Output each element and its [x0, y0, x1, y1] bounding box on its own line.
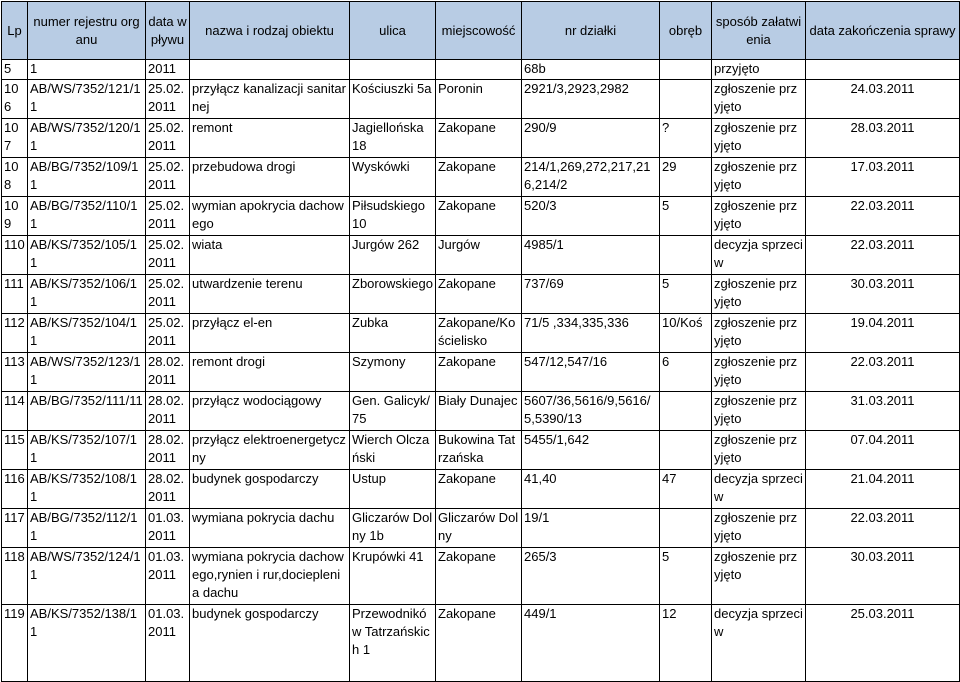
- table-row: [2, 314, 960, 353]
- cell-ulica: Jagiellońska 18: [350, 119, 436, 158]
- cell-obreb: 6: [660, 353, 712, 392]
- cell-data: 25.02.2011: [146, 80, 190, 119]
- cell-data: 25.02.2011: [146, 275, 190, 314]
- cell-numer: AB/BG/7352/109/11: [28, 158, 146, 197]
- table-row: [2, 392, 960, 431]
- cell-data-zak: [806, 60, 960, 80]
- cell-numer: AB/KS/7352/105/11: [28, 236, 146, 275]
- cell-miejscowosc: Jurgów: [436, 236, 522, 275]
- cell-ulica: Ustup: [350, 470, 436, 509]
- cell-data: 28.02.2011: [146, 392, 190, 431]
- cell-ulica: Jurgów 262: [350, 236, 436, 275]
- cell-ulica: Szymony: [350, 353, 436, 392]
- cell-miejscowosc: Biały Dunajec: [436, 392, 522, 431]
- cell-obreb: [660, 392, 712, 431]
- table-row: [2, 470, 960, 509]
- cell-miejscowosc: Zakopane/Kościelisko: [436, 314, 522, 353]
- cell-nazwa: przyłącz el-en: [190, 314, 350, 353]
- header-lp: Lp: [2, 2, 28, 60]
- cell-data: 01.03.2011: [146, 605, 190, 682]
- cell-miejscowosc: Zakopane: [436, 197, 522, 236]
- cell-lp: 115: [2, 431, 28, 470]
- cell-dzialka: 68b: [522, 60, 660, 80]
- cell-dzialka: 41,40: [522, 470, 660, 509]
- cell-sposob: zgłoszenie przyjęto: [712, 392, 806, 431]
- cell-obreb: [660, 431, 712, 470]
- cell-nazwa: przyłącz elektroenergetyczny: [190, 431, 350, 470]
- cell-nazwa: remont drogi: [190, 353, 350, 392]
- header-data-wplywu: data wpływu: [146, 2, 190, 60]
- header-ulica: ulica: [350, 2, 436, 60]
- cell-data: 25.02.2011: [146, 119, 190, 158]
- cell-data: 28.02.2011: [146, 470, 190, 509]
- cell-ulica: Kościuszki 5a: [350, 80, 436, 119]
- cell-obreb: 5: [660, 275, 712, 314]
- cell-nazwa: wymian apokrycia dachowego: [190, 197, 350, 236]
- cell-data-zak: 30.03.2011: [806, 548, 960, 605]
- cell-nazwa: wiata: [190, 236, 350, 275]
- cell-miejscowosc: Poronin: [436, 80, 522, 119]
- cell-dzialka: 547/12,547/16: [522, 353, 660, 392]
- cell-ulica: Zborowskiego: [350, 275, 436, 314]
- cell-data: 28.02.2011: [146, 431, 190, 470]
- cell-data-zak: 19.04.2011: [806, 314, 960, 353]
- cell-miejscowosc: [436, 60, 522, 80]
- cell-sposob: zgłoszenie przyjęto: [712, 314, 806, 353]
- cell-obreb: 5: [660, 548, 712, 605]
- header-data-zakonczenia: data zakończenia sprawy: [806, 2, 960, 60]
- cell-miejscowosc: Gliczarów Dolny: [436, 509, 522, 548]
- table-row: [2, 605, 960, 682]
- cell-sposob: przyjęto: [712, 60, 806, 80]
- cell-lp: 116: [2, 470, 28, 509]
- cell-data: 25.02.2011: [146, 197, 190, 236]
- cell-data-zak: 28.03.2011: [806, 119, 960, 158]
- cell-sposob: zgłoszenie przyjęto: [712, 548, 806, 605]
- header-nr-dzialki: nr działki: [522, 2, 660, 60]
- table-row: [2, 197, 960, 236]
- cell-lp: 118: [2, 548, 28, 605]
- cell-data-zak: 30.03.2011: [806, 275, 960, 314]
- cell-nazwa: przyłącz wodociągowy: [190, 392, 350, 431]
- table-row: [2, 119, 960, 158]
- cell-obreb: 10/Koś: [660, 314, 712, 353]
- cell-sposob: zgłoszenie przyjęto: [712, 353, 806, 392]
- cell-numer: 1: [28, 60, 146, 80]
- cell-miejscowosc: Zakopane: [436, 605, 522, 682]
- cell-data: 2011: [146, 60, 190, 80]
- cell-nazwa: przyłącz kanalizacji sanitarnej: [190, 80, 350, 119]
- cell-data: 25.02.2011: [146, 236, 190, 275]
- cell-ulica: Krupówki 41: [350, 548, 436, 605]
- cell-miejscowosc: Zakopane: [436, 119, 522, 158]
- cell-miejscowosc: Zakopane: [436, 548, 522, 605]
- cell-ulica: Przewodników Tatrzańskich 1: [350, 605, 436, 682]
- table-row: [2, 509, 960, 548]
- cell-lp: 5: [2, 60, 28, 80]
- cell-lp: 109: [2, 197, 28, 236]
- cell-obreb: [660, 509, 712, 548]
- cell-data-zak: 22.03.2011: [806, 353, 960, 392]
- table-row: [2, 158, 960, 197]
- cell-lp: 107: [2, 119, 28, 158]
- cell-numer: AB/WS/7352/124/11: [28, 548, 146, 605]
- cell-dzialka: 5607/36,5616/9,5616/5,5390/13: [522, 392, 660, 431]
- cell-miejscowosc: Zakopane: [436, 470, 522, 509]
- cell-numer: AB/KS/7352/138/11: [28, 605, 146, 682]
- cell-obreb: [660, 80, 712, 119]
- header-row: [2, 2, 960, 60]
- cell-lp: 112: [2, 314, 28, 353]
- cell-numer: AB/KS/7352/108/11: [28, 470, 146, 509]
- cell-ulica: Zubka: [350, 314, 436, 353]
- header-sposob: sposób załatwienia: [712, 2, 806, 60]
- header-numer: numer rejestru organu: [28, 2, 146, 60]
- cell-nazwa: wymiana pokrycia dachu: [190, 509, 350, 548]
- cell-data: 01.03.2011: [146, 548, 190, 605]
- cell-data-zak: 22.03.2011: [806, 509, 960, 548]
- cell-lp: 106: [2, 80, 28, 119]
- cell-nazwa: remont: [190, 119, 350, 158]
- cell-sposob: zgłoszenie przyjęto: [712, 197, 806, 236]
- cell-nazwa: budynek gospodarczy: [190, 605, 350, 682]
- cell-data-zak: 17.03.2011: [806, 158, 960, 197]
- cell-ulica: Gliczarów Dolny 1b: [350, 509, 436, 548]
- cell-nazwa: utwardzenie terenu: [190, 275, 350, 314]
- cell-lp: 119: [2, 605, 28, 682]
- cell-miejscowosc: Bukowina Tatrzańska: [436, 431, 522, 470]
- cell-obreb: [660, 60, 712, 80]
- cell-numer: AB/WS/7352/120/11: [28, 119, 146, 158]
- cell-lp: 117: [2, 509, 28, 548]
- cell-obreb: 5: [660, 197, 712, 236]
- table-row: [2, 275, 960, 314]
- cell-numer: AB/BG/7352/112/11: [28, 509, 146, 548]
- cell-numer: AB/WS/7352/123/11: [28, 353, 146, 392]
- cell-dzialka: 520/3: [522, 197, 660, 236]
- cell-sposob: decyzja sprzeciw: [712, 236, 806, 275]
- cell-sposob: zgłoszenie przyjęto: [712, 80, 806, 119]
- cell-ulica: [350, 60, 436, 80]
- cell-data-zak: 25.03.2011: [806, 605, 960, 682]
- cell-dzialka: 214/1,269,272,217,216,214/2: [522, 158, 660, 197]
- cell-miejscowosc: Zakopane: [436, 158, 522, 197]
- cell-data: 01.03.2011: [146, 509, 190, 548]
- cell-lp: 114: [2, 392, 28, 431]
- cell-lp: 110: [2, 236, 28, 275]
- cell-miejscowosc: Zakopane: [436, 353, 522, 392]
- cell-ulica: Wierch Olczański: [350, 431, 436, 470]
- table-row: [2, 431, 960, 470]
- cell-sposob: decyzja sprzeciw: [712, 470, 806, 509]
- header-miejscowosc: miejscowość: [436, 2, 522, 60]
- cell-miejscowosc: Zakopane: [436, 275, 522, 314]
- cell-lp: 108: [2, 158, 28, 197]
- table-row: [2, 353, 960, 392]
- cell-sposob: zgłoszenie przyjęto: [712, 158, 806, 197]
- cell-sposob: zgłoszenie przyjęto: [712, 275, 806, 314]
- cell-nazwa: wymiana pokrycia dachowego,rynien i rur,docieplenia dachu: [190, 548, 350, 605]
- cell-lp: 113: [2, 353, 28, 392]
- cell-numer: AB/BG/7352/110/11: [28, 197, 146, 236]
- table-row: [2, 548, 960, 605]
- cell-obreb: ?: [660, 119, 712, 158]
- cell-ulica: Gen. Galicyk/75: [350, 392, 436, 431]
- header-obreb: obręb: [660, 2, 712, 60]
- cell-dzialka: 4985/1: [522, 236, 660, 275]
- cell-dzialka: 71/5 ,334,335,336: [522, 314, 660, 353]
- cell-ulica: Wyskówki: [350, 158, 436, 197]
- cell-data-zak: 07.04.2011: [806, 431, 960, 470]
- cell-obreb: 47: [660, 470, 712, 509]
- cell-data-zak: 22.03.2011: [806, 197, 960, 236]
- cell-numer: AB/KS/7352/106/11: [28, 275, 146, 314]
- cell-numer: AB/WS/7352/121/11: [28, 80, 146, 119]
- cell-data-zak: 22.03.2011: [806, 236, 960, 275]
- cell-data: 25.02.2011: [146, 314, 190, 353]
- cell-data-zak: 24.03.2011: [806, 80, 960, 119]
- cell-dzialka: 449/1: [522, 605, 660, 682]
- cell-numer: AB/BG/7352/111/11: [28, 392, 146, 431]
- cell-ulica: Piłsudskiego 10: [350, 197, 436, 236]
- cell-data-zak: 21.04.2011: [806, 470, 960, 509]
- register-table: [1, 1, 960, 682]
- cell-nazwa: [190, 60, 350, 80]
- cell-sposob: zgłoszenie przyjęto: [712, 509, 806, 548]
- cell-nazwa: budynek gospodarczy: [190, 470, 350, 509]
- cell-lp: 111: [2, 275, 28, 314]
- table-row: [2, 236, 960, 275]
- cell-dzialka: 290/9: [522, 119, 660, 158]
- cell-nazwa: przebudowa drogi: [190, 158, 350, 197]
- cell-dzialka: 5455/1,642: [522, 431, 660, 470]
- cell-numer: AB/KS/7352/107/11: [28, 431, 146, 470]
- cell-dzialka: 737/69: [522, 275, 660, 314]
- cell-dzialka: 2921/3,2923,2982: [522, 80, 660, 119]
- cell-dzialka: 19/1: [522, 509, 660, 548]
- header-nazwa: nazwa i rodzaj obiektu: [190, 2, 350, 60]
- cell-sposob: decyzja sprzeciw: [712, 605, 806, 682]
- cell-obreb: [660, 236, 712, 275]
- cell-data-zak: 31.03.2011: [806, 392, 960, 431]
- cell-sposob: zgłoszenie przyjęto: [712, 431, 806, 470]
- cell-obreb: 12: [660, 605, 712, 682]
- cell-data: 25.02.2011: [146, 158, 190, 197]
- table-row: [2, 80, 960, 119]
- cell-obreb: 29: [660, 158, 712, 197]
- cell-sposob: zgłoszenie przyjęto: [712, 119, 806, 158]
- cell-dzialka: 265/3: [522, 548, 660, 605]
- cell-data: 28.02.2011: [146, 353, 190, 392]
- cell-numer: AB/KS/7352/104/11: [28, 314, 146, 353]
- table-row-special: [2, 60, 960, 80]
